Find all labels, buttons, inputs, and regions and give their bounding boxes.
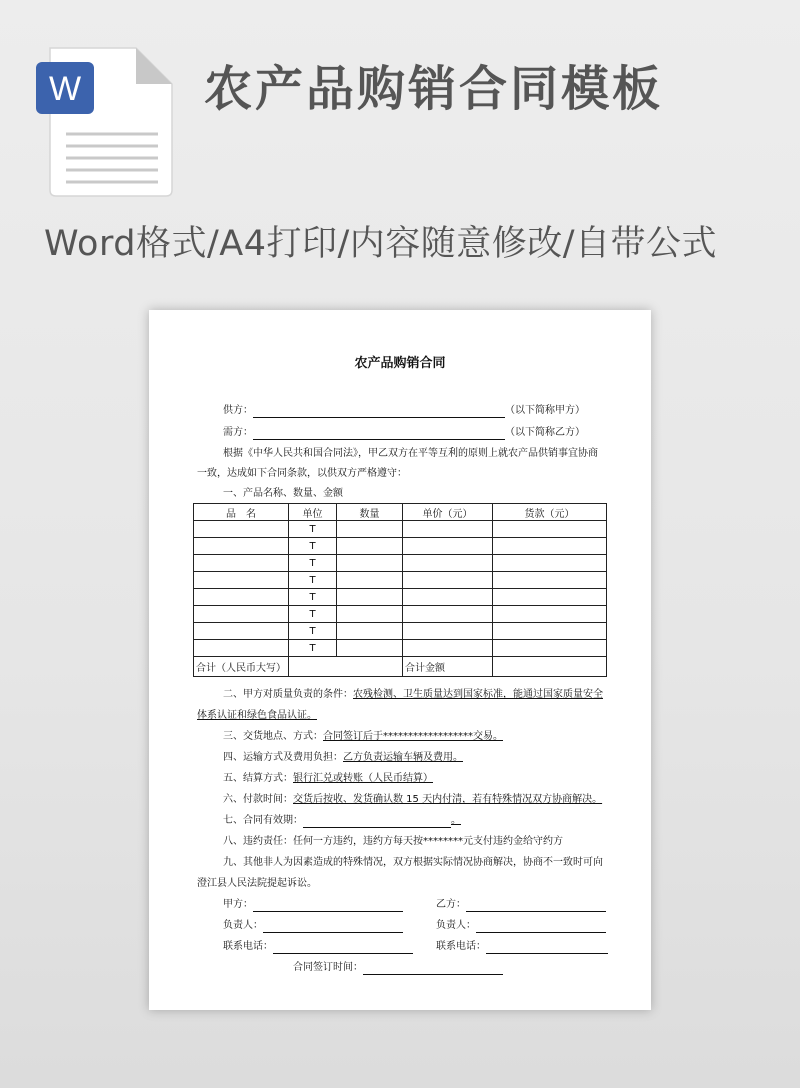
section-2-line-2: 体系认证和绿色食品认证。: [197, 710, 317, 721]
table-row: [194, 623, 607, 640]
total-amount-label: 合计金额: [403, 657, 493, 677]
section-5: 五、结算方式：银行汇兑或转账（人民币结算）: [223, 773, 433, 784]
quantity-cell[interactable]: [337, 538, 403, 555]
table-row: [194, 538, 607, 555]
party-a-line: 甲方：: [223, 898, 403, 912]
word-file-icon: [36, 40, 174, 200]
quantity-cell[interactable]: [337, 640, 403, 657]
payment-cell[interactable]: [493, 521, 607, 538]
buyer-line: 需方： （以下简称乙方）: [223, 427, 585, 438]
price-cell[interactable]: [403, 623, 493, 640]
name-cell[interactable]: [194, 589, 289, 606]
unit-cell[interactable]: T: [289, 538, 337, 555]
table-row: [194, 589, 607, 606]
header-payment: 货款（元）: [493, 504, 607, 521]
phone-a-blank[interactable]: [273, 942, 413, 954]
quantity-cell[interactable]: [337, 521, 403, 538]
table-row: [194, 640, 607, 657]
intro-line-1: 根据《中华人民共和国合同法》，甲乙双方在平等互利的原则上就农产品供销事宜协商: [223, 448, 598, 459]
payment-cell[interactable]: [493, 589, 607, 606]
person-b-line: 负责人：: [436, 919, 606, 933]
phone-a-line: 联系电话：: [223, 940, 413, 954]
payment-cell[interactable]: [493, 538, 607, 555]
unit-cell[interactable]: T: [289, 606, 337, 623]
name-cell[interactable]: [194, 623, 289, 640]
price-cell[interactable]: [403, 606, 493, 623]
page-subtitle: Word格式/A4打印/内容随意修改/自带公式: [44, 224, 718, 264]
price-cell[interactable]: [403, 572, 493, 589]
unit-cell[interactable]: T: [289, 589, 337, 606]
validity-blank[interactable]: [303, 816, 451, 828]
name-cell[interactable]: [194, 555, 289, 572]
header-name: 品 名: [194, 504, 289, 521]
table-row: [194, 555, 607, 572]
page-title: 农产品购销合同模板: [204, 61, 664, 117]
name-cell[interactable]: [194, 640, 289, 657]
payment-cell[interactable]: [493, 572, 607, 589]
name-cell[interactable]: [194, 521, 289, 538]
price-cell[interactable]: [403, 538, 493, 555]
name-cell[interactable]: [194, 538, 289, 555]
price-cell[interactable]: [403, 640, 493, 657]
sign-time-line: 合同签订时间：: [293, 961, 503, 975]
unit-cell[interactable]: T: [289, 521, 337, 538]
unit-cell[interactable]: T: [289, 572, 337, 589]
table-header-row: [194, 504, 607, 521]
name-cell[interactable]: [194, 572, 289, 589]
quantity-cell[interactable]: [337, 589, 403, 606]
supplier-line: 供方： （以下简称甲方）: [223, 405, 585, 416]
header-unit-price: 单价（元）: [403, 504, 493, 521]
unit-cell[interactable]: T: [289, 555, 337, 572]
section-4: 四、运输方式及费用负担：乙方负责运输车辆及费用。: [223, 752, 463, 763]
table-row: [194, 606, 607, 623]
person-a-line: 负责人：: [223, 919, 403, 933]
name-cell[interactable]: [194, 606, 289, 623]
quantity-cell[interactable]: [337, 606, 403, 623]
section-1-heading: 一、产品名称、数量、金额: [223, 488, 343, 499]
person-b-blank[interactable]: [476, 921, 606, 933]
section-9-line-1: 九、其他非人为因素造成的特殊情况，双方根据实际情况协商解决，协商不一致时可向: [223, 857, 603, 868]
payment-cell[interactable]: [493, 623, 607, 640]
section-3: 三、交货地点、方式：合同签订后于******************交易。: [223, 731, 503, 742]
person-a-blank[interactable]: [263, 921, 403, 933]
table-row: [194, 521, 607, 538]
payment-cell[interactable]: [493, 640, 607, 657]
party-b-blank[interactable]: [466, 900, 606, 912]
total-label: 合计（人民币大写）: [194, 657, 289, 677]
total-row: [194, 657, 607, 677]
section-9-line-2: 澄江县人民法院提起诉讼。: [197, 878, 317, 889]
unit-cell[interactable]: T: [289, 623, 337, 640]
word-letter: W: [48, 70, 82, 108]
total-uppercase-cell[interactable]: [289, 657, 403, 677]
header-quantity: 数量: [337, 504, 403, 521]
unit-cell[interactable]: T: [289, 640, 337, 657]
sign-time-blank[interactable]: [363, 963, 503, 975]
price-cell[interactable]: [403, 589, 493, 606]
section-7: 七、合同有效期： 。: [223, 815, 461, 826]
phone-b-line: 联系电话：: [436, 940, 608, 954]
price-cell[interactable]: [403, 521, 493, 538]
contract-title: 农产品购销合同: [354, 356, 446, 371]
intro-line-2: 一致，达成如下合同条款，以供双方严格遵守：: [197, 468, 407, 479]
quantity-cell[interactable]: [337, 572, 403, 589]
goods-table: [193, 503, 607, 677]
payment-cell[interactable]: [493, 606, 607, 623]
document-page: [149, 310, 651, 1010]
total-amount-cell[interactable]: [493, 657, 607, 677]
header-unit: 单位: [289, 504, 337, 521]
party-b-line: 乙方：: [436, 898, 606, 912]
section-8: 八、违约责任：任何一方违约，违约方每天按********元支付违约金给守约方: [223, 836, 563, 847]
supplier-blank[interactable]: [253, 406, 505, 418]
buyer-blank[interactable]: [253, 428, 505, 440]
table-row: [194, 572, 607, 589]
quantity-cell[interactable]: [337, 555, 403, 572]
section-2-line-1: 二、甲方对质量负责的条件：农残检测、卫生质量达到国家标准，能通过国家质量安全: [223, 689, 603, 700]
payment-cell[interactable]: [493, 555, 607, 572]
party-a-blank[interactable]: [253, 900, 403, 912]
phone-b-blank[interactable]: [486, 942, 608, 954]
quantity-cell[interactable]: [337, 623, 403, 640]
section-6: 六、付款时间：交货后按收、发货确认数 15 天内付清，若有特殊情况双方协商解决。: [223, 794, 603, 805]
price-cell[interactable]: [403, 555, 493, 572]
